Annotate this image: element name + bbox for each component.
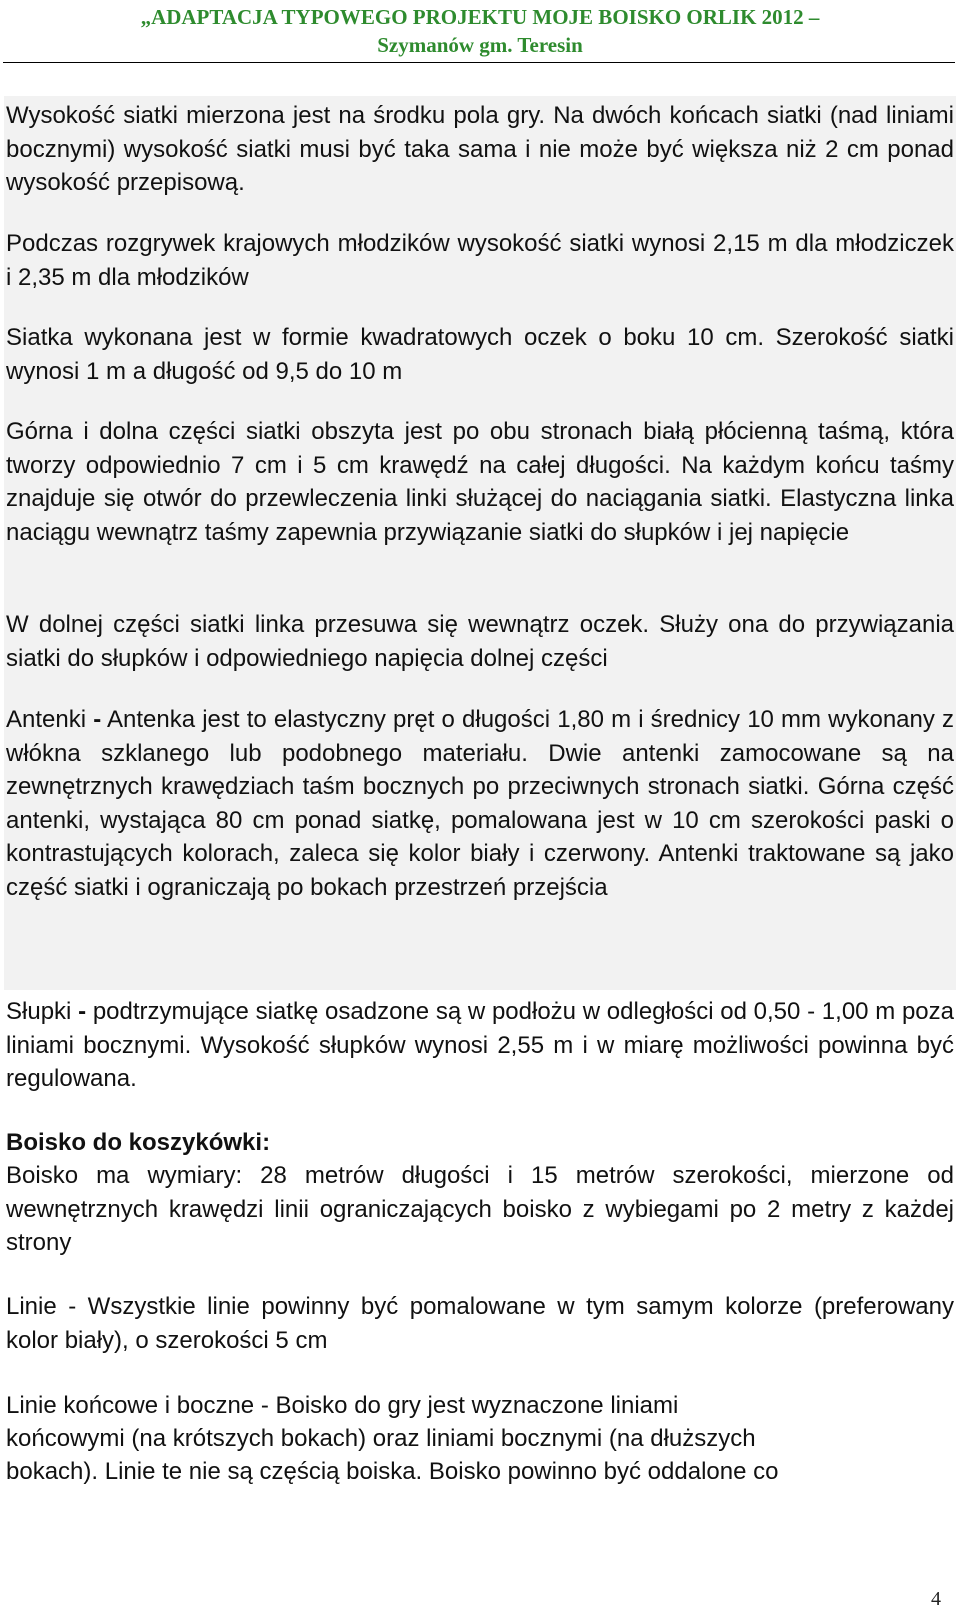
paragraph-end-side-lines-3: bokach). Linie te nie są częścią boiska. Boisko powinno być oddalone co [6,1458,779,1485]
paragraph-basketball-dimensions: Boisko ma wymiary: 28 metrów długości i 15 metrów szerokości, mierzone od wewnętrznych krawędzi linii ograniczających boisko z wybiegami po 2 metry z każdej strony [6,1162,954,1256]
paragraph-net-cord: W dolnej części siatki linka przesuwa się wewnątrz oczek. Służy ona do przywiązania siatki do słupków i odpowiedniego napięcia dolnej części [6,611,954,672]
paragraph-end-side-lines-1: Linie końcowe i boczne - Boisko do gry jest wyznaczone liniami [6,1392,679,1419]
antennas-dash: - [93,706,102,733]
header-title-line1: „ADAPTACJA TYPOWEGO PROJEKTU MOJE BOISKO ORLIK 2012 – [140,5,820,29]
paragraph-net-tape: Górna i dolna części siatki obszyta jest po obu stronach białą płócienną taśmą, która tworzy odpowiednio 7 cm i 5 cm krawędź na całej długości. Na każdym końcu taśmy znajduje się otwór do przewleczenia linki służącej do naciągania siatki. Elastyczna linka naciągu wewnątrz taśmy zapewnia przywiązanie siatki do słupków i jej napięcie [6,418,954,546]
posts-term: Słupki [6,998,79,1025]
posts-text: podtrzymujące siatkę osadzone są w podłożu w odległości od 0,50 - 1,00 m poza liniami bocznymi. Wysokość słupków wynosi 2,55 m i w miarę możliwości powinna być regulowana. [6,998,954,1092]
paragraph-youth-height: Podczas rozgrywek krajowych młodzików wysokość siatki wynosi 2,15 m dla młodziczek i 2,35 m dla młodzików [6,230,954,291]
paragraph-lines: Linie - Wszystkie linie powinny być pomalowane w tym samym kolorze (preferowany kolor biały), o szerokości 5 cm [6,1293,954,1354]
section-heading-basketball: Boisko do koszykówki: [6,1129,271,1156]
page-number: 4 [931,1588,941,1610]
paragraph-net-height: Wysokość siatki mierzona jest na środku pola gry. Na dwóch końcach siatki (nad liniami bocznymi) wysokość siatki musi być taka sama i nie może być większa niż 2 cm ponad wysokość przepisową. [6,102,954,196]
header-title-line2: Szymanów gm. Teresin [377,33,583,57]
paragraph-posts [6,995,954,1096]
paragraph-net-mesh: Siatka wykonana jest w formie kwadratowych oczek o boku 10 cm. Szerokość siatki wynosi 1 m a długość od 9,5 do 10 m [6,324,954,385]
paragraph-antennas [6,703,954,904]
header-divider [3,62,955,63]
antennas-text: Antenka jest to elastyczny pręt o długości 1,80 m i średnicy 10 mm wykonany z włókna szklanego lub podobnego materiału. Dwie antenki zamocowane są na zewnętrznych krawędziach taśm bocznych po przeciwnych stronach siatki. Górna część antenki, wystająca 80 cm ponad siatkę, pomalowana jest w 10 cm szerokości paski o kontrastujących kolorach, zaleca się kolor biały i czerwony. Antenki traktowane są jako część siatki i ograniczają po bokach przestrzeń przejścia [6,706,955,901]
paragraph-end-side-lines-2: końcowymi (na krótszych bokach) oraz liniami bocznymi (na dłuższych [6,1425,756,1452]
antennas-term: Antenki [6,706,94,733]
posts-dash: - [78,998,87,1025]
